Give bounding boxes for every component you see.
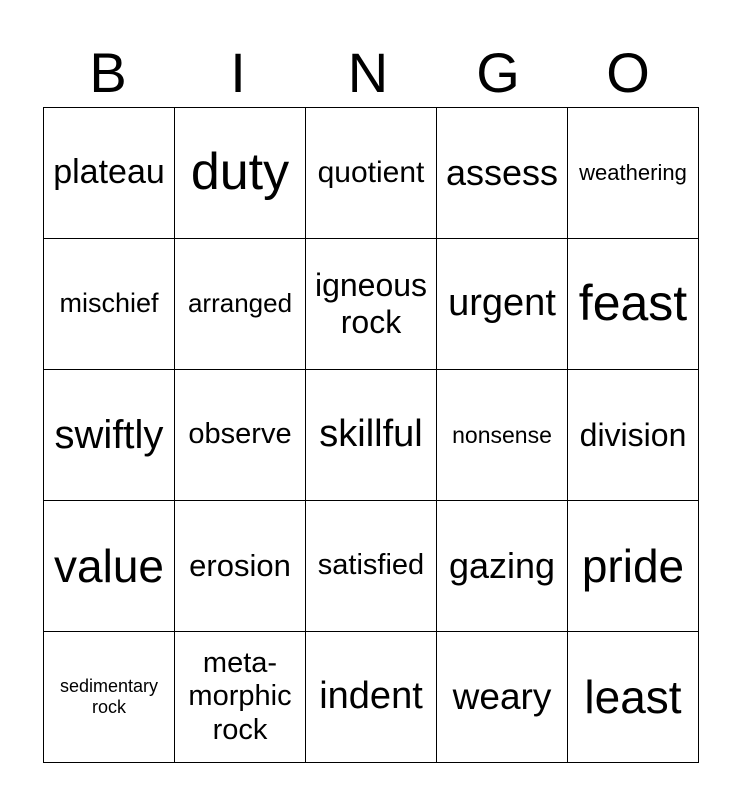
bingo-cell xyxy=(44,370,175,501)
bingo-cell xyxy=(44,239,175,370)
cell-word: weathering xyxy=(579,160,687,186)
cell-word: value xyxy=(54,539,164,592)
bingo-board xyxy=(43,107,699,763)
bingo-cell xyxy=(437,501,568,632)
cell-word: least xyxy=(584,670,682,723)
bingo-cell xyxy=(568,501,699,632)
bingo-cell xyxy=(44,501,175,632)
bingo-cell xyxy=(306,501,437,632)
bingo-cell xyxy=(306,632,437,763)
header-letter-b: B xyxy=(89,41,127,104)
bingo-cell xyxy=(44,632,175,763)
cell-word: swiftly xyxy=(54,413,164,457)
bingo-cell xyxy=(306,239,437,370)
board-row xyxy=(44,501,699,632)
bingo-cell xyxy=(175,370,306,501)
bingo-cell xyxy=(437,239,568,370)
cell-word: assess xyxy=(445,152,559,194)
board-row xyxy=(44,632,699,763)
bingo-cell xyxy=(568,108,699,239)
cell-word: sedimentary rock xyxy=(59,676,159,717)
cell-word: arranged xyxy=(187,288,293,319)
cell-word: plateau xyxy=(53,153,165,192)
cell-word: division xyxy=(579,416,687,453)
cell-word: feast xyxy=(578,275,688,332)
bingo-cell xyxy=(437,108,568,239)
bingo-cell xyxy=(568,370,699,501)
cell-word: nonsense xyxy=(452,421,552,448)
bingo-cell xyxy=(306,370,437,501)
bingo-cell xyxy=(175,239,306,370)
header-letter-o: O xyxy=(606,41,650,104)
cell-word: duty xyxy=(190,143,290,202)
cell-word: urgent xyxy=(448,282,556,325)
board-row xyxy=(44,370,699,501)
bingo-cell xyxy=(175,632,306,763)
cell-word: pride xyxy=(581,539,685,592)
header-letter-i: I xyxy=(230,41,246,104)
cell-word: igneous rock xyxy=(314,267,428,340)
cell-word: indent xyxy=(319,675,423,718)
header-letter-n: N xyxy=(347,41,389,104)
cell-word: skillful xyxy=(319,413,423,456)
cell-word: quotient xyxy=(317,155,425,189)
cell-word: mischief xyxy=(59,288,159,319)
header-letter-g: G xyxy=(476,41,520,104)
bingo-cell xyxy=(175,501,306,632)
bingo-cell xyxy=(437,370,568,501)
cell-word: gazing xyxy=(448,545,556,587)
bingo-cell xyxy=(44,108,175,239)
bingo-cell xyxy=(568,632,699,763)
cell-word: erosion xyxy=(189,548,291,584)
bingo-cell xyxy=(175,108,306,239)
board-row xyxy=(44,239,699,370)
bingo-cell xyxy=(306,108,437,239)
board-row xyxy=(44,108,699,239)
cell-word: meta- morphic rock xyxy=(188,646,292,746)
bingo-cell xyxy=(568,239,699,370)
cell-word: satisfied xyxy=(317,549,425,582)
bingo-header xyxy=(43,40,693,106)
cell-word: weary xyxy=(452,675,552,717)
bingo-cell xyxy=(437,632,568,763)
cell-word: observe xyxy=(188,418,292,451)
